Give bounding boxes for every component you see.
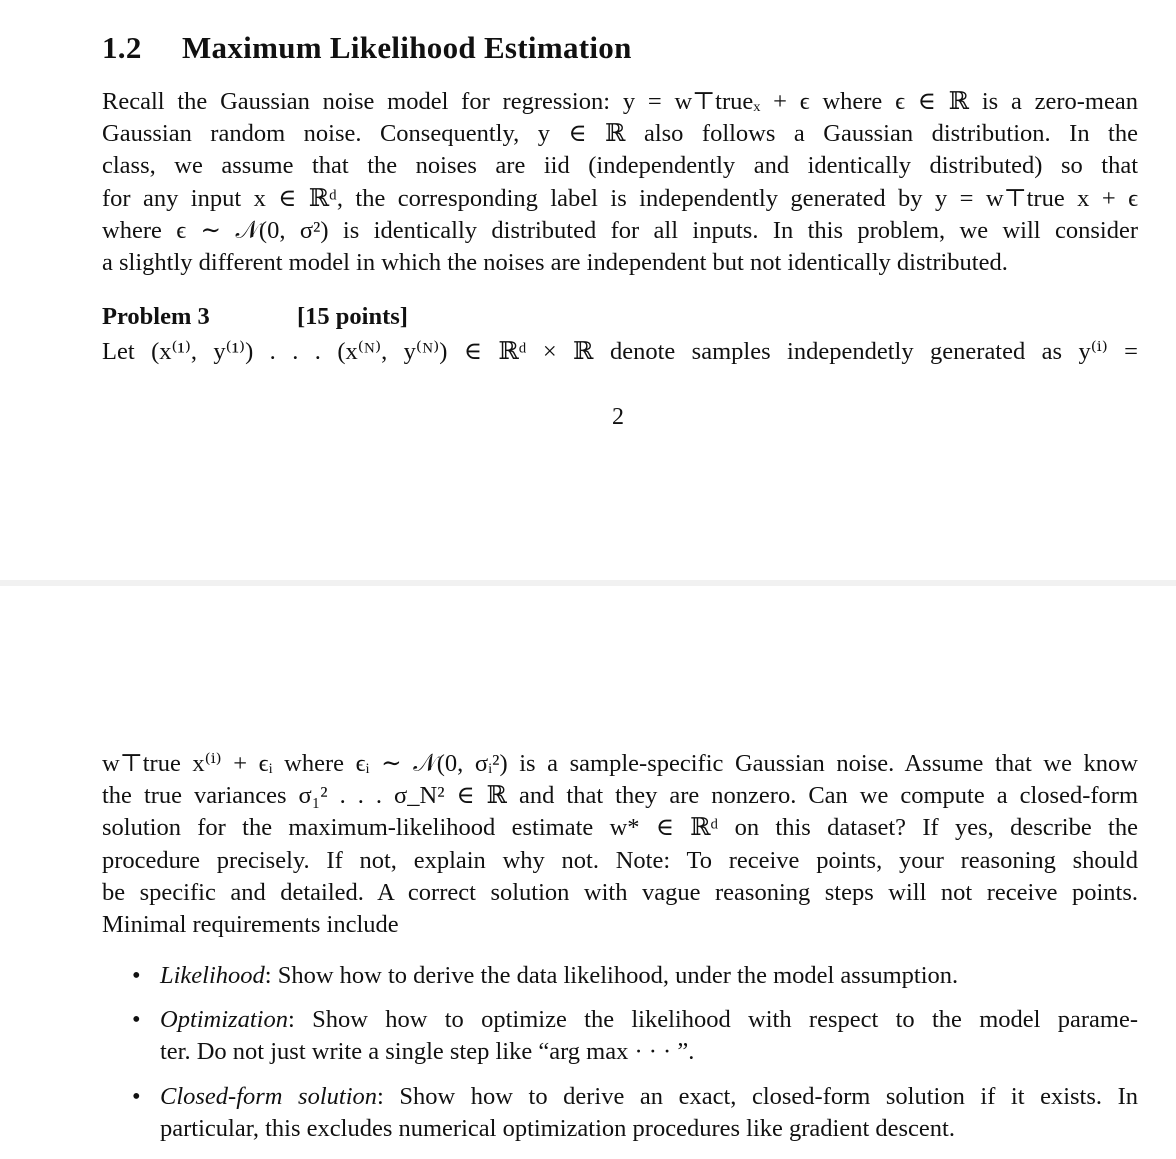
- list-item: • Closed-form solution: Show how to derive an exact, closed-form solution if it exists. In particular, this excludes numerical optimization procedures like gradient descent.: [132, 1081, 1138, 1145]
- list-item: • Optimization: Show how to optimize the likelihood with respect to the model parame- ter. Do not just write a single step like “arg max · · · ”.: [132, 1004, 1138, 1068]
- bullet-icon: •: [132, 1082, 141, 1110]
- problem-line: Let (x⁽¹⁾, y⁽¹⁾) . . . (x⁽ᴺ⁾, y⁽ᴺ⁾) ∈ ℝᵈ × ℝ denote samples independetly generated as y⁽ⁱ⁾ =: [102, 338, 1138, 365]
- section-title: Maximum Likelihood Estimation: [182, 30, 632, 65]
- section-number: 1.2: [102, 30, 142, 65]
- intro-line: Recall the Gaussian noise model for regression: y = w⊤trueₓ + ϵ where ϵ ∈ ℝ is a zero-mean: [102, 88, 1138, 115]
- problem-line: procedure precisely. If not, explain why not. Note: To receive points, your reasoning should: [102, 846, 1138, 874]
- bullet-icon: •: [132, 962, 141, 989]
- requirement-term: Likelihood: [160, 962, 265, 989]
- intro-line: where ϵ ∼ 𝒩(0, σ²) is identically distributed for all inputs. In this problem, we will consider: [102, 216, 1138, 244]
- problem-label: Problem 3: [102, 303, 210, 330]
- problem-points: [15 points]: [297, 303, 408, 330]
- problem-line: Minimal requirements include: [102, 911, 399, 939]
- problem-first-line: [102, 336, 1138, 368]
- intro-line: for any input x ∈ ℝᵈ, the corresponding label is independently generated by y = w⊤true x + ϵ: [102, 184, 1138, 212]
- bullet-icon: •: [132, 1006, 141, 1034]
- problem-heading: [102, 303, 408, 331]
- requirement-text: ter. Do not just write a single step like “arg max · · · ”.: [160, 1038, 695, 1066]
- requirement-text: Show how to derive an exact, closed-form solution if it exists. In: [399, 1082, 1138, 1110]
- problem-line: solution for the maximum-likelihood estimate w* ∈ ℝᵈ on this dataset? If yes, describe the: [102, 814, 1138, 842]
- requirement-term: Optimization: [160, 1006, 288, 1034]
- section-heading: [102, 30, 632, 66]
- requirement-text: Show how to derive the data likelihood, under the model assumption.: [277, 962, 959, 989]
- intro-line: a slightly different model in which the noises are independent but not identically distributed.: [102, 249, 1008, 277]
- list-item: • Likelihood: Show how to derive the data likelihood, under the model assumption.: [132, 960, 1138, 992]
- requirement-term: Closed-form solution: [160, 1082, 378, 1110]
- problem-paragraph: [102, 748, 1138, 941]
- problem-line: the true variances σ₁² . . . σ_N² ∈ ℝ and that they are nonzero. Can we compute a closed-form: [102, 782, 1138, 810]
- intro-paragraph: [102, 86, 1138, 279]
- requirements-list: [132, 960, 1138, 1157]
- page-number: 2: [612, 404, 624, 430]
- requirement-text: Show how to optimize the likelihood with respect to the model parame-: [312, 1006, 1138, 1034]
- problem-line: be specific and detailed. A correct solution with vague reasoning steps will not receive points.: [102, 878, 1138, 906]
- problem-line: w⊤true x⁽ⁱ⁾ + ϵᵢ where ϵᵢ ∼ 𝒩(0, σᵢ²) is a sample-specific Gaussian noise. Assume that we know: [102, 750, 1138, 777]
- intro-line: class, we assume that the noises are iid (independently and identically distributed) so that: [102, 152, 1138, 180]
- requirement-text: particular, this excludes numerical optimization procedures like gradient descent.: [160, 1114, 955, 1142]
- intro-line: Gaussian random noise. Consequently, y ∈ ℝ also follows a Gaussian distribution. In the: [102, 120, 1138, 148]
